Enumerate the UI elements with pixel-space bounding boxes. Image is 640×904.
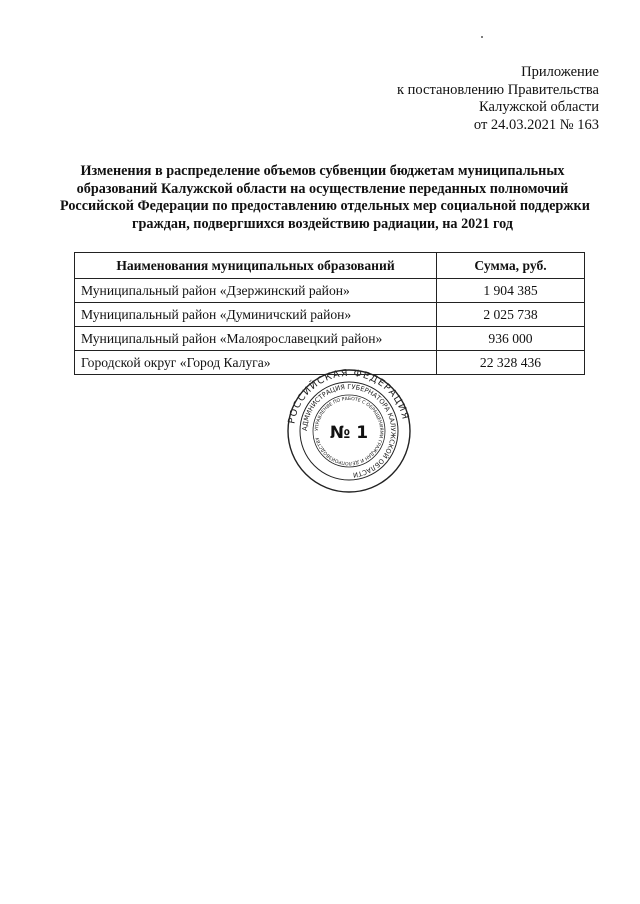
stamp-outer-text: РОССИЙСКАЯ ФЕДЕРАЦИЯ (286, 368, 411, 425)
table-row (75, 327, 585, 351)
column-header-sum: Сумма, руб. (437, 253, 585, 279)
appendix-line: Калужской области (479, 99, 599, 115)
official-stamp (286, 368, 412, 494)
amount-cell: 1 904 385 (437, 279, 585, 303)
appendix-date-number: от 24.03.2021 № 163 (473, 116, 599, 133)
column-header-name: Наименования муниципальных образований (75, 253, 437, 279)
stamp-inner-text: УПРАВЛЕНИЕ ПО РАБОТЕ С ОБРАЩЕНИЯМИ ГРАЖДАН И ДЕЛОПРОИЗВОДСТВУ (314, 396, 384, 466)
appendix-line: Приложение (521, 64, 599, 80)
appendix-header (397, 64, 599, 134)
table-row (75, 279, 585, 303)
amount-cell: 2 025 738 (437, 303, 585, 327)
title-line: Изменения в распределение объемов субвенции бюджетам муниципальных (80, 163, 565, 179)
municipality-name: Муниципальный район «Малоярославецкий район» (75, 327, 437, 351)
table-header-row (75, 253, 585, 279)
distribution-table (74, 252, 585, 375)
document-title (60, 163, 590, 233)
appendix-line: к постановлению Правительства (397, 81, 599, 98)
scan-speck (481, 36, 483, 38)
title-line: граждан, подвергшихся воздействию радиации, на 2021 год (132, 215, 513, 232)
municipality-name: Муниципальный район «Думиничский район» (75, 303, 437, 327)
title-line: образований Калужской области на осуществление переданных полномочий (76, 180, 569, 197)
title-line: Российской Федерации по предоставлению отдельных мер социальной поддержки (60, 198, 590, 214)
municipality-name: Муниципальный район «Дзержинский район» (75, 279, 437, 303)
amount-cell: 936 000 (437, 327, 585, 351)
table-row (75, 303, 585, 327)
amount-cell: 22 328 436 (437, 351, 585, 375)
municipality-name: Городской округ «Город Калуга» (75, 351, 437, 375)
stamp-ring-text: АДМИНИСТРАЦИЯ ГУБЕРНАТОРА КАЛУЖСКОЙ ОБЛАСТИ (300, 382, 398, 479)
stamp-number: № 1 (329, 423, 369, 443)
